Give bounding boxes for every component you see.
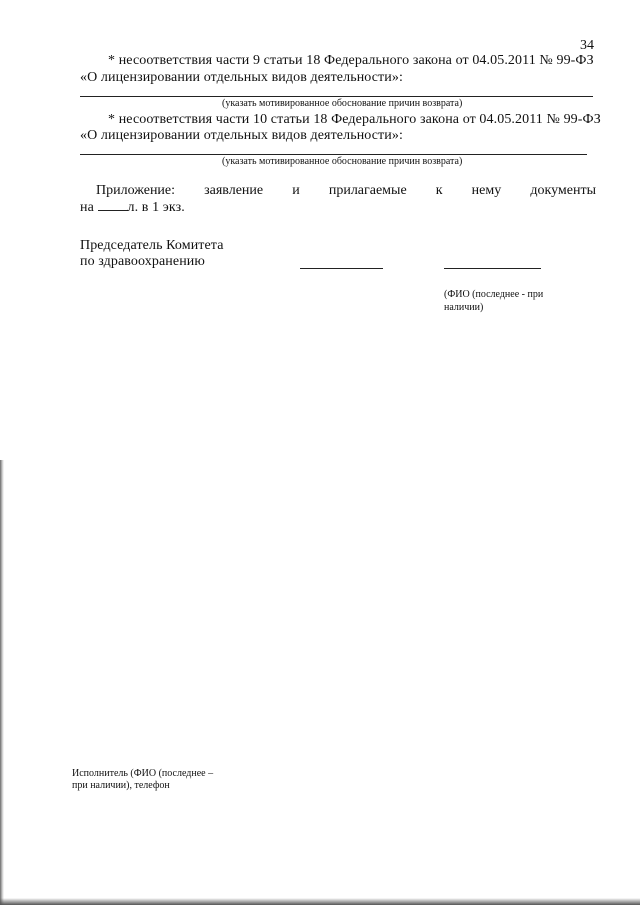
fio-caption-line1: (ФИО (последнее - при xyxy=(444,289,544,300)
sheet-count-blank xyxy=(98,198,128,211)
attachment-prefix: на xyxy=(80,200,94,215)
attachment-word: и xyxy=(292,183,300,198)
scan-edge-bottom xyxy=(0,898,640,905)
attachment-word: Приложение: xyxy=(96,183,176,198)
para1-caption: (указать мотивированное обоснование причин возврата) xyxy=(222,98,463,109)
para2-line2: «О лицензировании отдельных видов деятельности»: xyxy=(80,128,403,143)
attachment-word: прилагаемые xyxy=(328,183,407,198)
fio-line xyxy=(444,268,541,269)
para1-line1: * несоответствия части 9 статьи 18 Федерального закона от 04.05.2011 № 99-ФЗ xyxy=(108,53,594,68)
para2-fill-line xyxy=(80,154,587,155)
attachment-word: к xyxy=(435,183,443,198)
fio-caption-line2: наличии) xyxy=(444,302,484,313)
signatory-title: Председатель Комитета xyxy=(80,238,224,253)
scan-edge-left xyxy=(0,460,4,905)
attachment-word: документы xyxy=(530,183,596,198)
para2-caption: (указать мотивированное обоснование причин возврата) xyxy=(222,156,463,167)
attachment-word: нему xyxy=(471,183,502,198)
page-number: 34 xyxy=(580,38,594,53)
executor-line1: Исполнитель (ФИО (последнее – xyxy=(72,768,214,779)
executor-line2: при наличии), телефон xyxy=(72,780,170,791)
attachment-word: заявление xyxy=(204,183,264,198)
attachment-line1 xyxy=(96,183,596,199)
attachment-line2 xyxy=(80,198,185,216)
signature-line xyxy=(300,268,383,269)
attachment-suffix: л. в 1 экз. xyxy=(127,200,185,215)
signatory-department: по здравоохранению xyxy=(80,254,205,269)
para2-line1: * несоответствия части 10 статьи 18 Федерального закона от 04.05.2011 № 99-ФЗ xyxy=(108,112,601,127)
para1-line2: «О лицензировании отдельных видов деятельности»: xyxy=(80,70,403,85)
para1-fill-line xyxy=(80,96,593,97)
